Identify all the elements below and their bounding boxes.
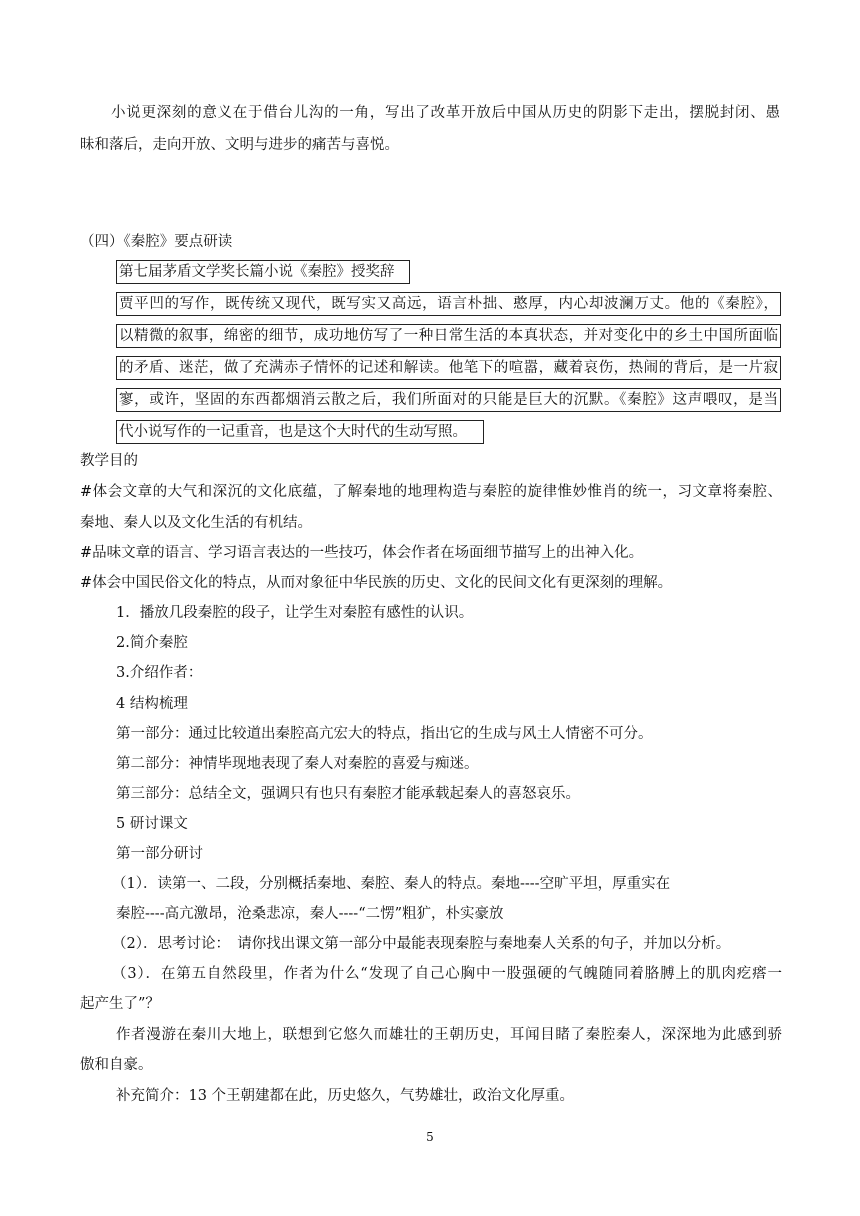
question-line: 起产生了”？ <box>80 996 160 1012</box>
award-line: 代小说写作的一记重音，也是这个大时代的生动写照。 <box>116 420 484 444</box>
award-title: 第七届茅盾文学奖长篇小说《秦腔》授奖辞 <box>116 260 410 284</box>
goals-heading: 教学目的 <box>80 453 138 469</box>
step-item: 5 研讨课文 <box>116 816 188 832</box>
structure-part: 第二部分：神情毕现地表现了秦人对秦腔的喜爱与痴迷。 <box>116 756 479 772</box>
goal-line: #体会文章的大气和深沉的文化底蕴，了解秦地的地理构造与秦腔的旋律惟妙惟肖的统一，习文章将秦腔、 <box>80 484 782 500</box>
question-line: （3）．在第五自然段里，作者为什么“发现了自己心胸中一股强硬的气魄随同着胳膊上的肌肉疙瘩一 <box>112 966 782 982</box>
award-line: 贾平凹的写作，既传统又现代，既写实又高远，语言朴拙、憨厚，内心却波澜万丈。他的《秦腔》， <box>116 292 781 316</box>
goal-line: 秦地、秦人以及文化生活的有机结。 <box>80 515 312 531</box>
step-item: 1．播放几段秦腔的段子，让学生对秦腔有感性的认识。 <box>116 605 474 621</box>
paragraph-line: 昧和落后，走向开放、文明与进步的痛苦与喜悦。 <box>80 137 399 153</box>
question-line: （1）．读第一、二段，分别概括秦地、秦腔、秦人的特点。秦地----空旷平坦，厚重实在 <box>112 876 671 892</box>
answer-line: 傲和自豪。 <box>80 1057 153 1073</box>
question-line: （2）．思考讨论： 请你找出课文第一部分中最能表现秦腔与秦地秦人关系的句子，并加以分析。 <box>112 936 731 952</box>
step-item: 2.简介秦腔 <box>116 635 188 651</box>
award-line: 以精微的叙事，绵密的细节，成功地仿写了一种日常生活的本真状态，并对变化中的乡土中国所面临 <box>116 324 781 348</box>
answer-line: 作者漫游在秦川大地上，联想到它悠久而雄壮的王朝历史，耳闻目睹了秦腔秦人，深深地为此感到骄 <box>116 1027 782 1043</box>
step-item: 3.介绍作者： <box>116 665 203 681</box>
goal-line: #体会中国民俗文化的特点，从而对象征中华民族的历史、文化的民间文化有更深刻的理解。 <box>80 575 673 591</box>
goal-line: #品味文章的语言、学习语言表达的一些技巧，体会作者在场面细节描写上的出神入化。 <box>80 545 644 561</box>
page-number: 5 <box>426 1130 434 1144</box>
supplement-line: 补充简介：13 个王朝建都在此，历史悠久，气势雄壮，政治文化厚重。 <box>116 1088 575 1104</box>
step-item: 第一部分研讨 <box>116 846 203 862</box>
structure-part: 第一部分：通过比较道出秦腔高亢宏大的特点，指出它的生成与风土人情密不可分。 <box>116 726 653 742</box>
question-line: 秦腔----高亢激昂，沧桑悲凉，秦人----“二愣”粗犷，朴实豪放 <box>116 906 504 922</box>
award-line: 寥，或许，坚固的东西都烟消云散之后，我们所面对的只能是巨大的沉默。《秦腔》这声喂叹，是当 <box>116 388 781 412</box>
structure-part: 第三部分：总结全文，强调只有也只有秦腔才能承载起秦人的喜怒哀乐。 <box>116 786 580 802</box>
step-item: 4 结构梳理 <box>116 696 188 712</box>
section-heading: （四）《秦腔》要点研读 <box>80 234 233 250</box>
paragraph-line: 小说更深刻的意义在于借台儿沟的一角，写出了改革开放后中国从历史的阴影下走出，摆脱封闭、愚 <box>111 105 780 121</box>
award-line: 的矛盾、迷茫，做了充满赤子情怀的记述和解读。他笔下的喧嚣，藏着哀伤，热闹的背后，是一片寂 <box>116 356 781 380</box>
